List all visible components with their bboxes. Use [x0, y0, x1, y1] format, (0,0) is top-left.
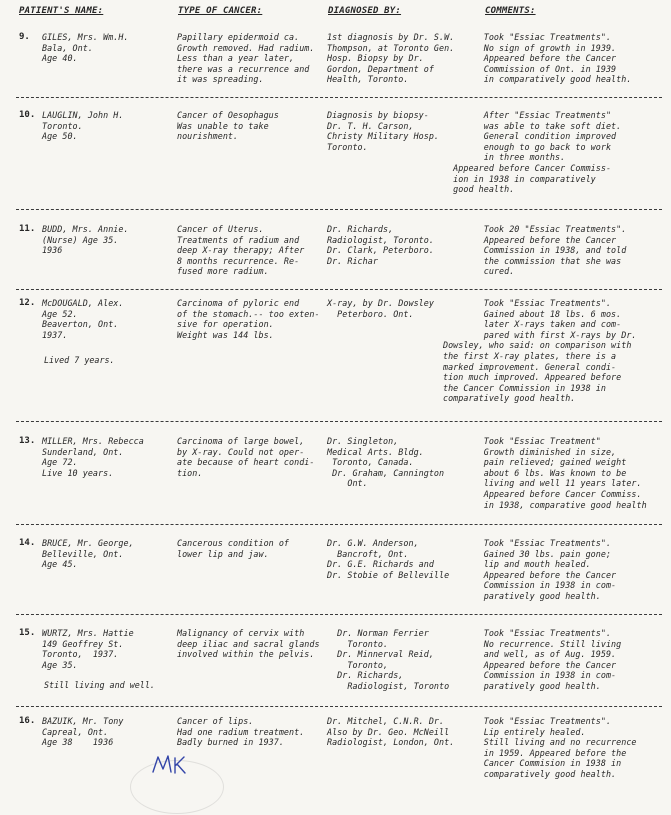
separator-line — [16, 209, 662, 210]
diagnosed-by-cell: Diagnosis by biopsy- Dr. T. H. Carson, Christy Military Hosp. Toronto. — [327, 110, 440, 152]
cancer-type-cell: Papillary epidermoid ca. Growth removed. Had radium. Less than a year later, there was a recurrence and it was spreading. — [177, 32, 315, 85]
comments-cell: Took "Essiac Treatments". Lip entirely healed. Still living and no recurrence in 1959. Appeared before the Cancer Commision in 1938 in comparatively good health. — [483, 716, 637, 779]
header-patient-name: PATIENT'S NAME: — [19, 6, 104, 16]
separator-line — [16, 524, 662, 525]
comments-cell: Took 20 "Essiac Treatments". Appeared before the Cancer Commission in 1938, and told the commission that she was cured. — [483, 224, 627, 277]
diagnosed-by-cell: Dr. Richards, Radiologist, Toronto. Dr. Clark, Peterboro. Dr. Richar — [327, 224, 434, 266]
patient-name-cell: McDOUGALD, Alex. Age 52. Beaverton, Ont. 1937. — [42, 298, 124, 340]
cancer-type-cell: Carcinoma of pyloric end of the stomach.-- too exten- sive for operation. Weight was 144 lbs. — [177, 298, 320, 340]
patient-name-cell: BRUCE, Mr. George, Belleville, Ont. Age 45. — [42, 538, 134, 570]
separator-line — [16, 97, 662, 98]
comments-cell: Took "Essiac Treatment" Growth diminished in size, pain relieved; gained weight about 6 lbs. Was known to be living and well 11 years later. Appeared before Cancer Commiss. in 1938, comparative good health — [483, 436, 647, 510]
separator-line — [16, 289, 662, 290]
comments-cell: Took "Essiac Treatments". Gained 30 lbs. pain gone; lip and mouth healed. Appeared before the Cancer Commission in 1938 in com- paratively good health. — [483, 538, 617, 601]
diagnosed-by-cell: Dr. Singleton, Medical Arts. Bldg. Toronto, Canada. Dr. Graham, Cannington Ont. — [327, 436, 445, 489]
patient-name-cell: LAUGLIN, John H. Toronto. Age 50. — [42, 110, 124, 142]
entry-number: 9. — [19, 32, 30, 42]
patient-name-cell: GILES, Mrs. Wm.H. Bala, Ont. Age 40. — [42, 32, 129, 64]
comments-cell: Took "Essiac Treatments". Gained about 18 lbs. 6 mos. later X-rays taken and com- pared with first X-rays by Dr. Dowsley, who said: on comparison with the first X-ray plates, there is a marked improvement. General condi- tion much improved. Appeared before the Cancer Commission in 1938 in comparatively good health. — [443, 298, 637, 404]
patient-note: Still living and well. — [44, 680, 155, 690]
cancer-type-cell: Malignancy of cervix with deep iliac and sacral glands involved within the pelvis. — [177, 628, 320, 660]
patient-name-cell: BUDD, Mrs. Annie. (Nurse) Age 35. 1936 — [42, 224, 129, 256]
entry-number: 16. — [19, 716, 36, 726]
header-diagnosed-by: DIAGNOSED BY: — [328, 6, 402, 16]
cancer-type-cell: Carcinoma of large bowel, by X-ray. Could not oper- ate because of heart condi- tion. — [177, 436, 315, 478]
cancer-type-cell: Cancer of Oesophagus Was unable to take nourishment. — [177, 110, 279, 142]
patient-name-cell: WURTZ, Mrs. Hattie 149 Geoffrey St. Toronto, 1937. Age 35. — [42, 628, 134, 670]
diagnosed-by-cell: X-ray, by Dr. Dowsley Peterboro. Ont. — [327, 298, 434, 319]
cancer-type-cell: Cancer of lips. Had one radium treatment. Badly burned in 1937. — [177, 716, 305, 748]
patient-note: Lived 7 years. — [44, 355, 115, 365]
cancer-type-cell: Cancerous condition of lower lip and jaw. — [177, 538, 290, 559]
entry-number: 10. — [19, 110, 36, 120]
separator-line — [16, 421, 662, 422]
entry-number: 15. — [19, 628, 36, 638]
comments-cell: After "Essiac Treatments" was able to take soft diet. General condition improved enough to go back to work in three months. Appeared before Cancer Commiss- ion in 1938 in comparatively good health. — [453, 110, 622, 195]
handwritten-initials — [150, 752, 198, 778]
header-type-of-cancer: TYPE OF CANCER: — [178, 6, 263, 16]
separator-line — [16, 614, 662, 615]
diagnosed-by-cell: Dr. G.W. Anderson, Bancroft, Ont. Dr. G.E. Richards and Dr. Stobie of Belleville — [327, 538, 450, 580]
diagnosed-by-cell: 1st diagnosis by Dr. S.W. Thompson, at Toronto Gen. Hosp. Biopsy by Dr. Gordon, Department of Health, Toronto. — [327, 32, 455, 85]
comments-cell: Took "Essiac Treatments". No recurrence. Still living and well, as of Aug. 1959. Appeared before the Cancer Commission in 1938 in com- paratively good health. — [483, 628, 622, 691]
entry-number: 11. — [19, 224, 36, 234]
header-comments: COMMENTS: — [485, 6, 536, 16]
diagnosed-by-cell: Dr. Mitchel, C.N.R. Dr. Also by Dr. Geo. McNeill Radiologist, London, Ont. — [327, 716, 455, 748]
entry-number: 12. — [19, 298, 36, 308]
patient-name-cell: MILLER, Mrs. Rebecca Sunderland, Ont. Age 72. Live 10 years. — [42, 436, 144, 478]
diagnosed-by-cell: Dr. Norman Ferrier Toronto. Dr. Minnerval Reid, Toronto, Dr. Richards, Radiologist, Toronto — [337, 628, 450, 691]
patient-name-cell: BAZUIK, Mr. Tony Capreal, Ont. Age 38 1936 — [42, 716, 124, 748]
comments-cell: Took "Essiac Treatments". No sign of growth in 1939. Appeared before the Cancer Commission of Ont. in 1939 in comparatively good health. — [483, 32, 632, 85]
entry-number: 14. — [19, 538, 36, 548]
separator-line — [16, 706, 662, 707]
entry-number: 13. — [19, 436, 36, 446]
cancer-type-cell: Cancer of Uterus. Treatments of radium and deep X-ray therapy; After 8 months recurrence. Re- fused more radium. — [177, 224, 305, 277]
